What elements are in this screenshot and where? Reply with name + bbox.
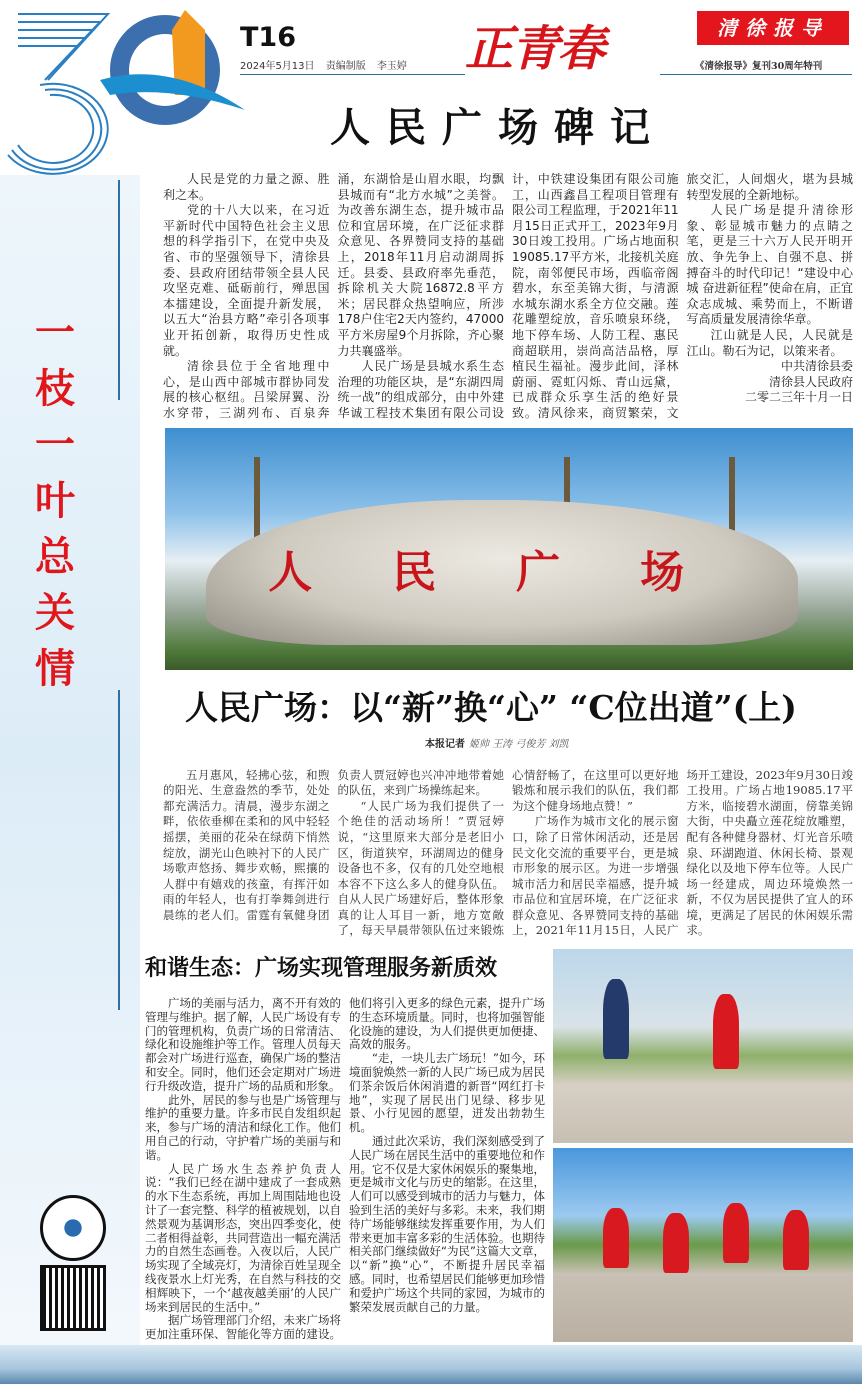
dancer [603, 1208, 629, 1268]
signature [687, 359, 854, 406]
paragraph: 人民广场是提升清徐形象、彰显城市魅力的点睛之笔，更是三十六万人民开明开放、争先争上、自强不息、拼搏奋斗的时代印记！“建设中心城 奋进新征程”使命在肩，正宜众志成城、乘势而上，不断谱写高质量发展清徐华章。 [686, 203, 853, 327]
paragraph: 广场的美丽与活力，离不开有效的管理与维护。据了解，人民广场设有专门的管理机构，负责广场的日常清洁、绿化和设施维护等工作。管理人员每天都会对广场进行巡查，确保广场的整洁和安全。同时，他们还会定期对广场进行升级改造，提升广场的品质和形象。 [145, 996, 341, 1093]
child-skater [603, 979, 629, 1059]
stele-text [163, 172, 853, 422]
page-number: T16 [240, 22, 296, 53]
skyline-strip [0, 1345, 862, 1384]
vertical-title: 一枝一叶总关情 [35, 309, 75, 692]
paragraph: 人民广场水生态养护负责人说：“我们已经在湖中建成了一套成熟的水下生态系统，再加上周围陆地也设计了一套完整、科学的植被规划，以自然景观为基调形态，突出四季变化，使二者相得益彰，共同营造出一幅充满活力的自然生态画卷。入夜以后，人民广场实现了全域亮灯，为清徐百姓呈现全线夜景水上灯光秀，在自然与科技的交相辉映下，一个‘越夜越美丽’的人民广场来到居民的生活中。” [145, 1161, 341, 1314]
signature-line: 清徐县人民政府 [768, 374, 853, 389]
paragraph: “人民广场为我们提供了一个绝佳的活动场所！”贾冠婷说，“这里原来大部分是老旧小区，街道狭窄，环湖周边的健身设备也不多，仅有的几处空地根本容不下这么多人的健身队伍。自从人民广场建好后，整体形象真的让人耳目一新，地方宽敞了，每天早晨带领队伍过来锻炼心情舒畅了，在这里可以更好地锻炼和展示我们的队伍，我们都为这个健身场地点赞！” [337, 767, 679, 938]
divider [118, 180, 120, 400]
byline [425, 738, 853, 752]
article-text [163, 768, 853, 940]
dancer [783, 1210, 809, 1270]
paragraph: 五月惠风，轻拂心弦，和煦的阳光、生意盎然的季节，处处都充满活力。清晨，漫步东湖之畔，依依垂柳在柔和的风中轻轻摇摆，美丽的花朵在绿荫下悄然绽放，湖光山色映衬下的人民广场歌声悠扬、舞步欢畅，熙攘的人群中有嬉戏的孩童，有挥汗如雨的年轻人，也有打拳舞剑进行晨练的老人们。雷霆有氧健身团负责人贾冠婷也兴冲冲地带着她的队伍，来到广场操练起来。 [163, 767, 504, 922]
section [145, 949, 853, 1342]
app-qr-code[interactable] [40, 1195, 106, 1261]
paragraph: 据广场管理部门介绍，未来广场将更加注重环保、智能化等方面的建设。他们将引入更多的绿色元素，提升广场的生态环境质量。同时，也将加强智能化设施的建设，为人们提供更加便捷、高效的服务。 [145, 996, 545, 1342]
divider [118, 690, 120, 1010]
section-text [145, 997, 545, 1342]
paragraph: 人民广场是县城水系生态治理的功能区块，是“东湖四周统一战”的组成部分，由中外建华诚工程技术集团有限公司设计，中铁建设集团有限公司施工，山西鑫昌工程项目管理有限公司工程监理，于2021年11月15日正式开工，2023年9月30日竣工投用。广场占地面积19085.17平方米，北接机关庭院，南邻便民市场，西临帝阁碧水，东至美锦大街，与清源水城东湖水系全方位交融。莲花雕塑绽放，音乐喷泉环绕，地下停车场、人防工程、惠民商超联用，崇尚高洁品格，厚植民生福祉。漫步此间，泽林蔚丽、霓虹闪烁、青山远黛，已成群众乐享生活的绝好景致。清风徐来，商贸繁荣，文旅交汇，人间烟火，堪为县城转型发展的全新地标。 [337, 172, 853, 420]
paragraph: 清徐县位于全省地理中心，是山西中部城市群协同发展的核心枢纽。吕梁屏翼、汾水穿带，三湖列布、百泉奔涌，东湖恰是山眉水眼，均飘县城而有“北方水城”之美誉。为改善东湖生态，提升城市品位和宜居环境，在广泛征求群众意见、各界赞同支持的基础上，2018年11月启动湖周拆迁。县委、县政府率先垂范，拆除机关大院16872.8平方米；居民群众热望响应，所涉178户住宅2天内签约，47000平方米房屋9个月拆除，齐心聚力共襄盛举。 [163, 172, 504, 420]
dancer [663, 1213, 689, 1273]
section-photos [553, 949, 853, 1342]
issue-date: 2024年5月13日 [240, 61, 315, 72]
header-rule [660, 74, 852, 75]
child-skater [713, 994, 739, 1069]
paragraph: 江山就是人民，人民就是江山。勒石为记，以策来者。 [686, 327, 853, 358]
slogan-calligraphy: 正青春 [465, 21, 604, 77]
editor-name: 李玉婷 [376, 61, 407, 72]
stone-inscription: 人民广场 [268, 547, 765, 599]
stele-title: 人民广场碑记 [330, 105, 666, 151]
paragraph: 广场作为城市文化的展示窗口，除了日常休闲活动，还是居民文化交流的重要平台，更是城市形象的展示区。为进一步增强城市活力和居民幸福感，提升城市品位和宜居环境，在广泛征求群众意见、各界赞同支持的基础上，2021年11月15日，人民广场开工建设，2023年9月30日竣工投用。广场占地19085.17平方米，临接碧水湖面，傍靠美锦大街，中央矗立莲花绽放雕塑，配有各种健身器材、灯光音乐喷泉、环湖跑道、休闲长椅、景观绿化以及地下停车位等。人民广场一经建成，周边环境焕然一新，不仅为居民提供了宜人的环境，更满足了居民的休闲娱乐需求。 [512, 767, 853, 938]
paragraph: “走，一块儿去广场玩！”如今，环境面貌焕然一新的人民广场已成为居民们茶余饭后休闲消遣的新晋“网红打卡地”，实现了居民出门见绿、移步见景、小行见园的愿望，迸发出勃勃生机。 [349, 1051, 545, 1135]
folk-dance-photo [553, 1148, 853, 1342]
byline-label: 本报记者 [425, 738, 465, 750]
dancer [723, 1203, 749, 1263]
stele-photo [165, 428, 853, 670]
signature-line: 中共清徐县委 [780, 359, 853, 374]
header-rule [240, 74, 465, 75]
main-content [145, 172, 853, 1342]
qr-code[interactable] [40, 1265, 106, 1331]
authors: 姬帅 王涛 弓俊芳 刘凯 [469, 738, 569, 750]
page-meta [240, 57, 407, 72]
paragraph: 通过此次采访，我们深刻感受到了人民广场在居民生活中的重要地位和作用。它不仅是大家休闲娱乐的聚集地，更是城市文化与历史的缩影。在这里，人们可以感受到城市的活力与魅力，体验到生活的美好与多彩。未来，我们期待广场能够继续发挥重要作用，为人们带来更加丰富多彩的生活体验。也期待相关部门继续做好“为民”这篇大文章，以“新”换“心”，不断提升居民幸福感。同时，也希望居民们能够更加珍惜和爱护广场这个共同的家园，为城市的繁荣发展贡献自己的力量。 [349, 1134, 545, 1314]
anniversary-30-logo [0, 0, 250, 175]
editor-label: 责编制版 [325, 61, 366, 72]
newspaper-brand: 清徐报导 [697, 11, 849, 45]
section-body [145, 949, 545, 1342]
paragraph: 此外，居民的参与也是广场管理与维护的重要力量。许多市民自发组织起来，参与广场的清洁和绿化工作。他们用自己的行动，守护着广场的美丽与和谐。 [145, 1092, 341, 1162]
article-title: 人民广场：以“新”换“心” “C位出道”(上) [185, 687, 797, 727]
special-issue-label: 《清徐报导》复刊30周年特刊 [695, 61, 823, 72]
paragraph: 党的十八大以来，在习近平新时代中国特色社会主义思想的科学指引下，在党中央及省、市的坚强领导下，清徐县委、县政府团结带领全县人民攻坚克难、砥砺前行，殚思国本擂建设，全面提升新发展，以五大“治县方略”牵引各项事业开拓创新，取得历史性成就。 [163, 203, 330, 358]
section-title: 和谐生态：广场实现管理服务新质效 [145, 955, 498, 982]
skating-children-photo [553, 949, 853, 1143]
signature-line: 二零二三年十月一日 [744, 390, 853, 405]
paragraph: 人民是党的力量之源、胜利之本。 [163, 172, 330, 202]
